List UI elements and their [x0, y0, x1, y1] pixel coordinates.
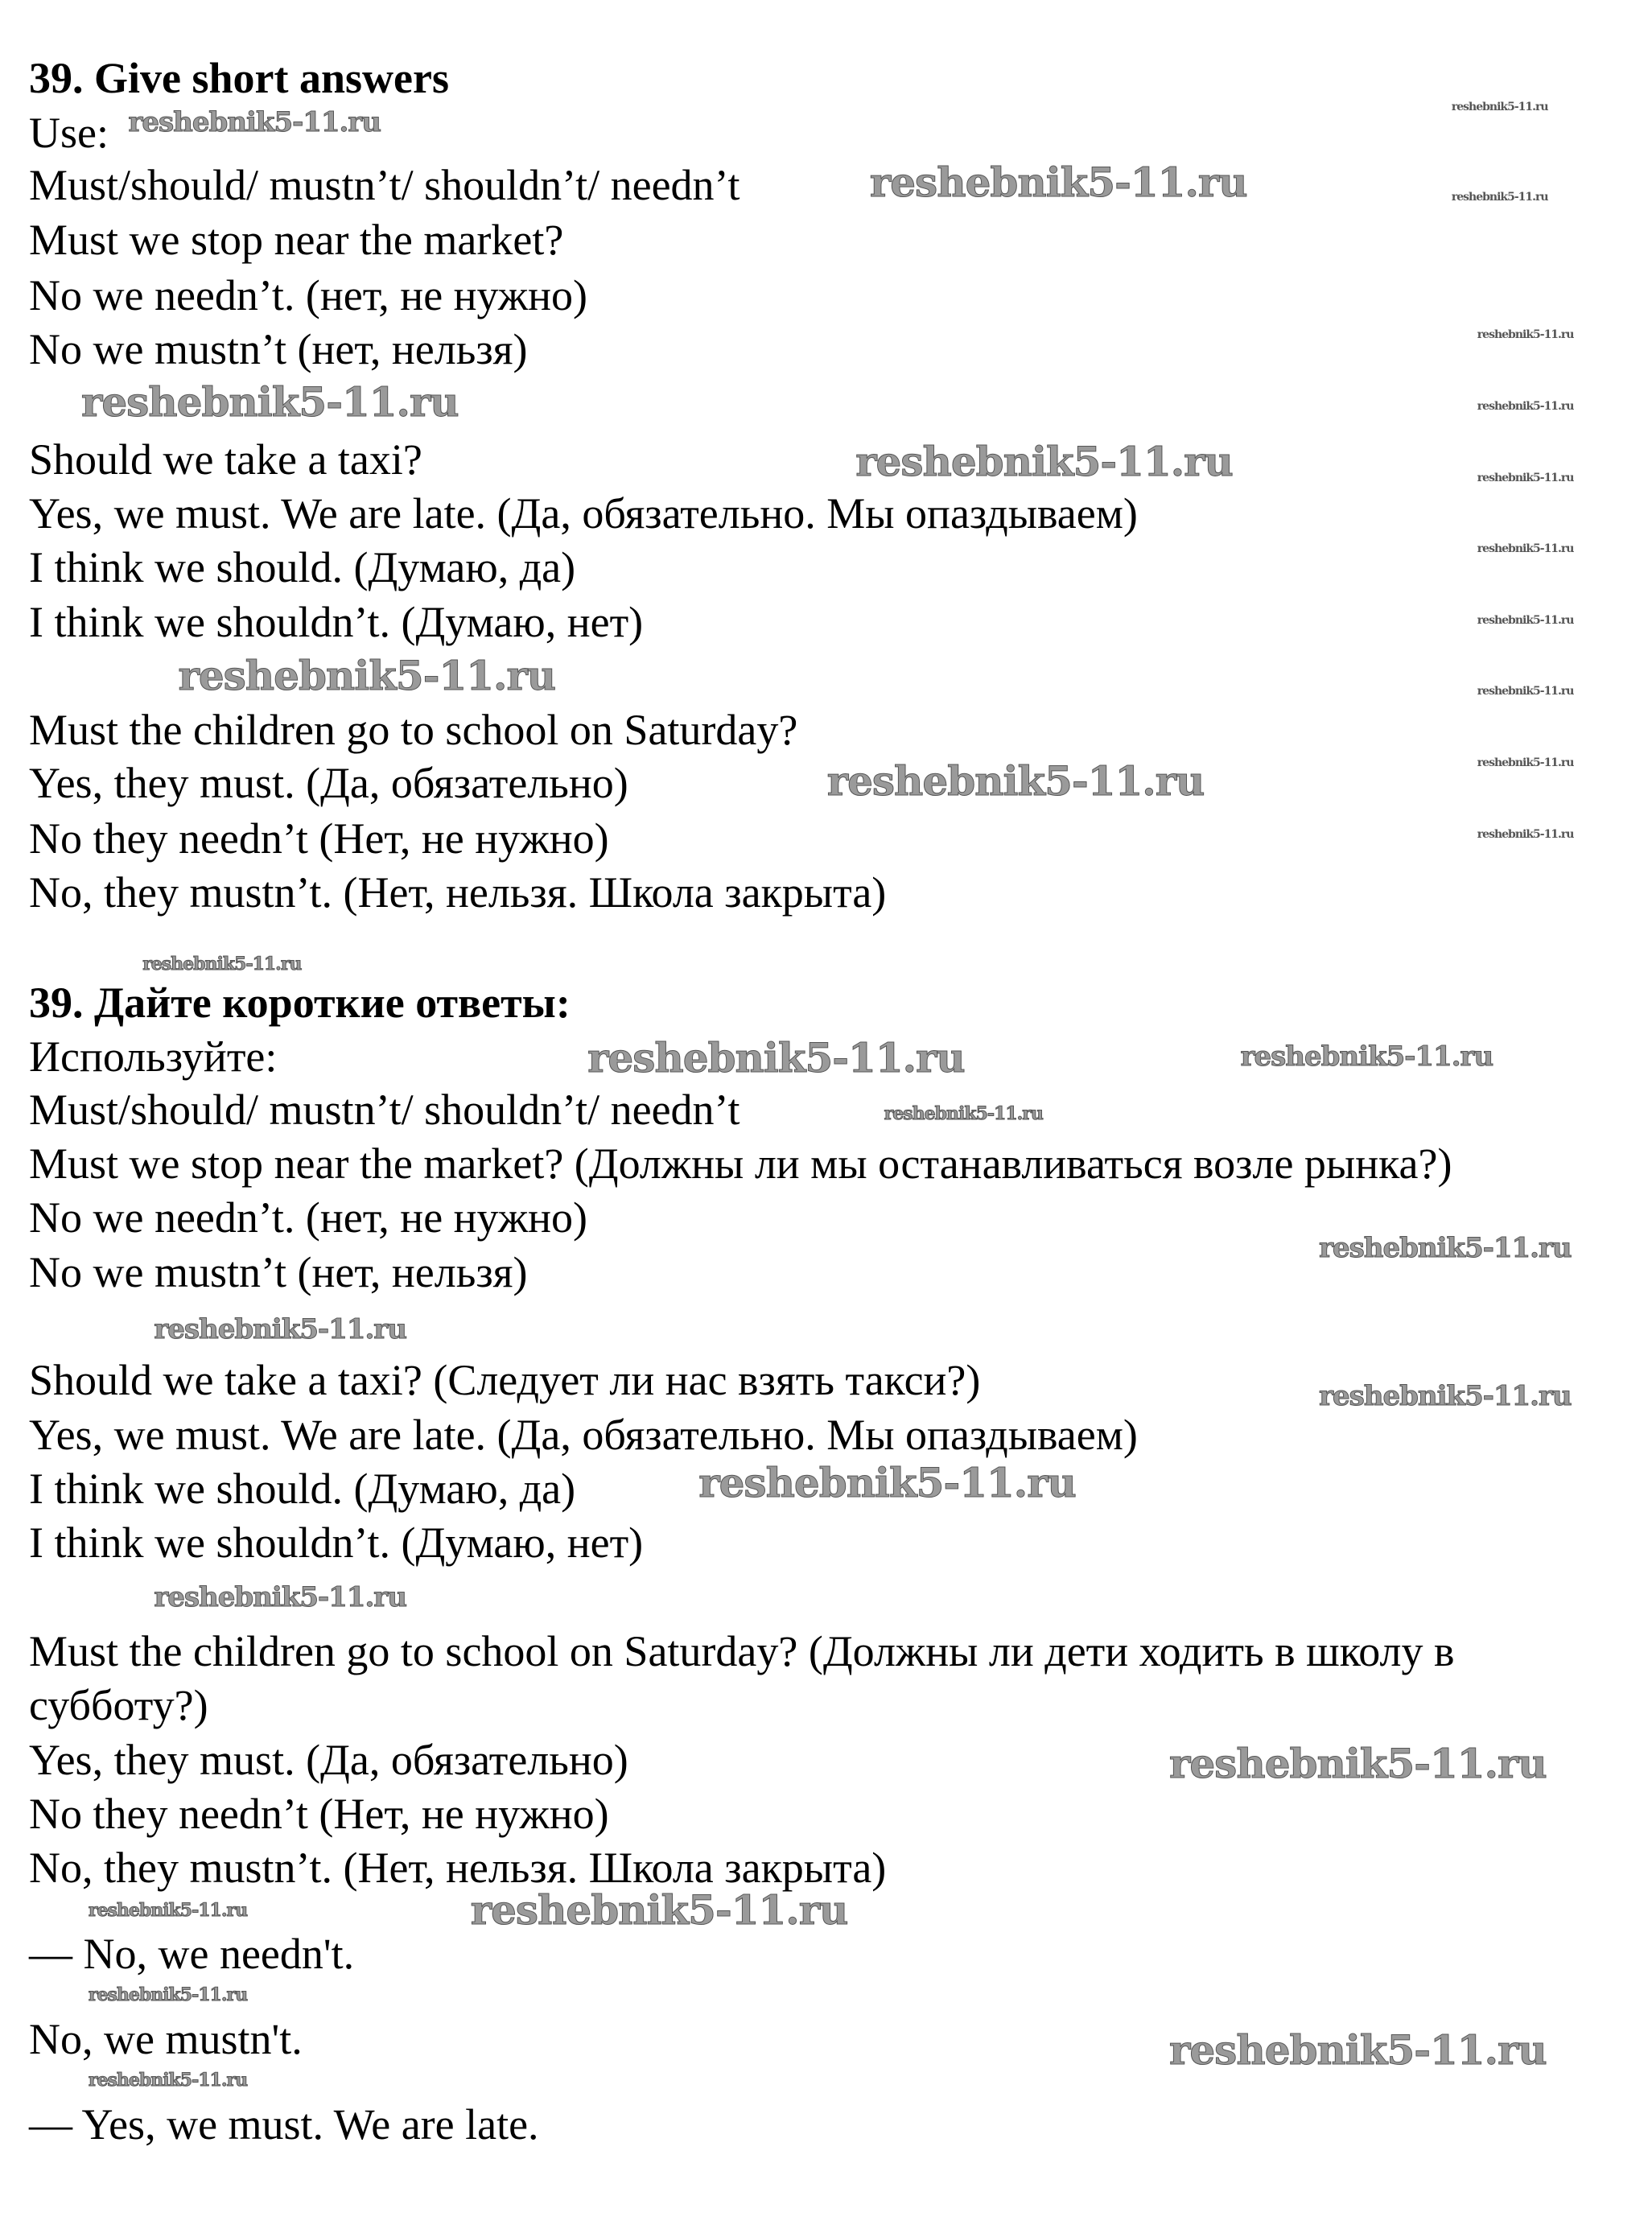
- text-line: — No, we needn't.: [29, 1929, 355, 1978]
- text-line: Must/should/ mustn’t/ shouldn’t/ needn’t: [29, 161, 740, 210]
- text-line: I think we shouldn’t. (Думаю, нет): [29, 1518, 644, 1568]
- watermark: reshebnik5-11.ru: [1477, 400, 1574, 414]
- watermark: reshebnik5-11.ru: [154, 1580, 406, 1613]
- text-line: Yes, they must. (Да, обязательно): [29, 1735, 628, 1784]
- watermark: reshebnik5-11.ru: [1169, 1739, 1547, 1787]
- text-line: No we mustn’t (нет, нельзя): [29, 325, 528, 374]
- watermark: reshebnik5-11.ru: [1477, 685, 1574, 698]
- watermark: reshebnik5-11.ru: [1451, 190, 1548, 204]
- watermark: reshebnik5-11.ru: [826, 757, 1205, 806]
- text-line: No, we mustn't.: [29, 2014, 303, 2063]
- text-line: I think we should. (Думаю, да): [29, 543, 576, 592]
- text-line: — Yes, we must. We are late.: [29, 2100, 539, 2149]
- watermark: reshebnik5-11.ru: [1477, 827, 1574, 841]
- text-line: No we needn’t. (нет, не нужно): [29, 1193, 588, 1242]
- text-line: No we needn’t. (нет, не нужно): [29, 270, 588, 319]
- watermark: reshebnik5-11.ru: [587, 1033, 965, 1082]
- text-line: Must the children go to school on Saturday? (Должны ли дети ходить в школу в: [29, 1626, 1455, 1675]
- text-line: No, they mustn’t. (Нет, нельзя. Школа закрыта): [29, 1844, 887, 1893]
- watermark: reshebnik5-11.ru: [154, 1312, 406, 1345]
- watermark: reshebnik5-11.ru: [178, 651, 556, 699]
- watermark: reshebnik5-11.ru: [1319, 1379, 1572, 1412]
- text-line: Use:: [29, 108, 109, 157]
- watermark: reshebnik5-11.ru: [1451, 100, 1548, 113]
- text-line: Should we take a taxi? (Следует ли нас взять такси?): [29, 1356, 981, 1405]
- text-line: No they needn’t (Нет, не нужно): [29, 1789, 609, 1838]
- text-line: Must/should/ mustn’t/ shouldn’t/ needn’t: [29, 1085, 740, 1134]
- watermark: reshebnik5-11.ru: [81, 377, 459, 426]
- text-line: No we mustn’t (нет, нельзя): [29, 1247, 528, 1296]
- watermark: reshebnik5-11.ru: [1240, 1040, 1493, 1073]
- text-line: I think we shouldn’t. (Думаю, нет): [29, 597, 644, 646]
- watermark: reshebnik5-11.ru: [88, 2070, 248, 2091]
- text-line: Yes, they must. (Да, обязательно): [29, 758, 628, 807]
- text-line: Should we take a taxi?: [29, 435, 422, 484]
- watermark: reshebnik5-11.ru: [698, 1458, 1076, 1506]
- watermark: reshebnik5-11.ru: [869, 158, 1247, 206]
- text-line: Yes, we must. We are late. (Да, обязательно. Мы опаздываем): [29, 488, 1138, 538]
- text-line: No they needn’t (Нет, не нужно): [29, 814, 609, 863]
- watermark: reshebnik5-11.ru: [142, 953, 302, 974]
- watermark: reshebnik5-11.ru: [855, 438, 1233, 486]
- text-line: Используйте:: [29, 1032, 278, 1082]
- text-line: Yes, we must. We are late. (Да, обязательно. Мы опаздываем): [29, 1410, 1138, 1459]
- text-line: No, they mustn’t. (Нет, нельзя. Школа закрыта): [29, 868, 887, 917]
- watermark: reshebnik5-11.ru: [88, 1984, 248, 2006]
- watermark: reshebnik5-11.ru: [128, 106, 381, 139]
- section-heading: 39. Дайте короткие ответы:: [29, 978, 571, 1027]
- watermark: reshebnik5-11.ru: [1477, 756, 1574, 770]
- text-line: Must we stop near the market? (Должны ли мы останавливаться возле рынка?): [29, 1139, 1452, 1188]
- text-line: Must we stop near the market?: [29, 215, 564, 264]
- watermark: reshebnik5-11.ru: [1477, 613, 1574, 627]
- text-line: Must the children go to school on Saturday?: [29, 706, 798, 755]
- watermark: reshebnik5-11.ru: [88, 1900, 248, 1922]
- watermark: reshebnik5-11.ru: [1477, 328, 1574, 342]
- text-line: I think we should. (Думаю, да): [29, 1464, 576, 1513]
- watermark: reshebnik5-11.ru: [1477, 471, 1574, 484]
- watermark: reshebnik5-11.ru: [470, 1886, 848, 1935]
- section-heading: 39. Give short answers: [29, 54, 449, 103]
- watermark: reshebnik5-11.ru: [1477, 542, 1574, 556]
- text-line: субботу?): [29, 1681, 208, 1730]
- watermark: reshebnik5-11.ru: [884, 1102, 1043, 1124]
- watermark: reshebnik5-11.ru: [1169, 2026, 1547, 2075]
- watermark: reshebnik5-11.ru: [1319, 1231, 1572, 1264]
